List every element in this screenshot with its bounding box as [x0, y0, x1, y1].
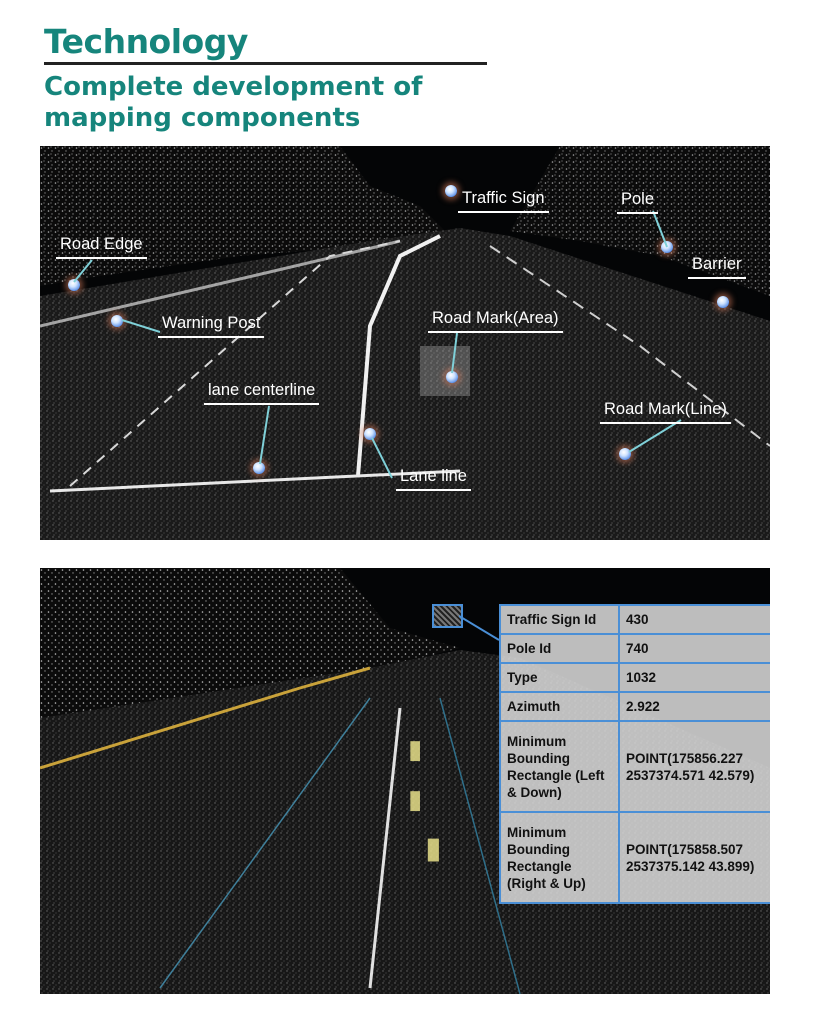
svg-text:▮: ▮: [425, 831, 442, 866]
label-lane-line: Lane line: [396, 466, 471, 491]
svg-text:▮: ▮: [408, 735, 423, 765]
label-pole: Pole: [617, 189, 658, 214]
label-road-edge: Road Edge: [56, 234, 147, 259]
label-road-mark-area: Road Mark(Area): [428, 308, 563, 333]
table-row: [500, 634, 770, 663]
table-row: [500, 692, 770, 721]
label-barrier: Barrier: [688, 254, 746, 279]
table-row: [500, 663, 770, 692]
attr-key: Type: [500, 663, 619, 692]
label-traffic-sign: Traffic Sign: [458, 188, 549, 213]
page-subtitle: Complete development of mapping components: [44, 72, 423, 133]
point-cloud-panel-annotated: [40, 146, 770, 540]
page-title: Technology: [44, 22, 248, 61]
attr-key: Traffic Sign Id: [500, 605, 619, 634]
point-cloud-panel-attributes: [40, 568, 770, 994]
attr-value: 2.922: [619, 692, 770, 721]
callout-connector: [459, 614, 501, 644]
attr-value: 740: [619, 634, 770, 663]
attr-value: POINT(175856.227 2537374.571 42.579): [619, 721, 770, 812]
title-divider: [44, 62, 487, 65]
table-row: [500, 812, 770, 903]
label-lane-centerline: lane centerline: [204, 380, 319, 405]
attr-key: Minimum Bounding Rectangle (Left & Down): [500, 721, 619, 812]
barrier-marker[interactable]: [717, 296, 729, 308]
traffic-sign-marker[interactable]: [445, 185, 457, 197]
lane-line-leader: [368, 434, 398, 484]
label-road-mark-line: Road Mark(Line): [600, 399, 731, 424]
road-mark-area-leader: [445, 331, 465, 376]
road-edge-leader: [70, 256, 100, 286]
attr-value: 1032: [619, 663, 770, 692]
table-row: [500, 721, 770, 812]
label-warning-post: Warning Post: [158, 313, 264, 338]
attr-key: Azimuth: [500, 692, 619, 721]
svg-text:▮: ▮: [408, 785, 423, 815]
table-row: [500, 605, 770, 634]
attr-value: POINT(175858.507 2537375.142 43.899): [619, 812, 770, 903]
attr-key: Minimum Bounding Rectangle (Right & Up): [500, 812, 619, 903]
attribute-table: [499, 604, 770, 904]
attr-key: Pole Id: [500, 634, 619, 663]
attr-value: 430: [619, 605, 770, 634]
lane-centerline-leader: [255, 404, 275, 466]
road-mark-line-leader: [625, 418, 685, 458]
